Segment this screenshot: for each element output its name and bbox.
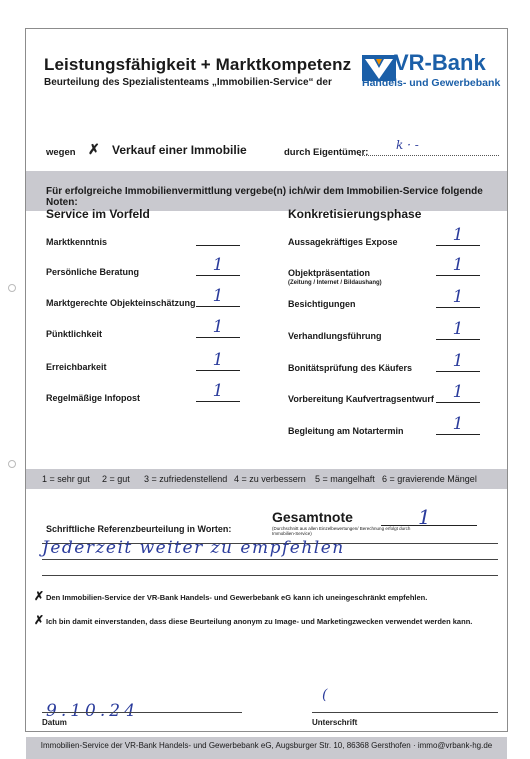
- date-value[interactable]: 9.10.24: [46, 701, 139, 721]
- criterion-label: Begleitung am Notartermin: [288, 426, 404, 436]
- overall-grade-note: (Durchschnitt aus allen Einzelbewertungen/ Berechnung erfolgt durch Immobilien-Service): [272, 526, 411, 536]
- signature-label: Unterschrift: [312, 718, 358, 727]
- grade-line: [196, 275, 240, 276]
- section-title-konkretisierung: Konkretisierungsphase: [288, 207, 422, 221]
- grade-value[interactable]: 1: [212, 255, 224, 275]
- logo-name: VR-Bank: [394, 50, 486, 75]
- grade-line: [196, 370, 240, 371]
- overall-grade-label: Gesamtnote: [272, 509, 353, 525]
- grade-value[interactable]: 1: [452, 319, 464, 339]
- grade-line: [436, 434, 480, 435]
- legend-item: 3 = zufriedenstellend: [144, 474, 228, 484]
- criterion-label: Pünktlichkeit: [46, 329, 103, 339]
- punch-hole: [8, 460, 16, 468]
- criterion-label: Objektpräsentation: [288, 268, 371, 278]
- rating-form: [25, 28, 508, 750]
- criterion-sublabel: (Zeitung / Internet / Bildaushang): [288, 280, 382, 286]
- grade-value[interactable]: 1: [212, 317, 224, 337]
- writing-line: [42, 559, 498, 560]
- grade-value[interactable]: 1: [452, 414, 464, 434]
- reference-text[interactable]: Jederzeit weiter zu empfehlen: [42, 538, 345, 558]
- grade-line: [436, 245, 480, 246]
- criterion-label: Bonitätsprüfung des Käufers: [288, 363, 413, 373]
- writing-line: [42, 575, 498, 576]
- statement-text: Den Immobilien-Service der VR-Bank Handels- und Gewerbebank eG kann ich uneingeschränkt empfehlen.: [46, 593, 428, 602]
- legend-item: 6 = gravierende Mängel: [382, 474, 477, 484]
- grade-line: [436, 275, 480, 276]
- date-line: [42, 712, 242, 713]
- criterion-label: Verhandlungsführung: [288, 331, 382, 341]
- section-title-vorfeld: Service im Vorfeld: [46, 207, 150, 221]
- wegen-label: wegen: [46, 147, 76, 158]
- legend-item: 2 = gut: [102, 474, 130, 484]
- criterion-label: Persönliche Beratung: [46, 267, 140, 277]
- criterion-label: Marktkenntnis: [46, 237, 108, 247]
- logo-subtitle: Handels- und Gewerbebank: [362, 77, 501, 89]
- signature-value[interactable]: (: [322, 687, 328, 703]
- grade-value[interactable]: 1: [452, 382, 464, 402]
- form-subtitle: Beurteilung des Spezialistenteams „Immobilien-Service“ der: [44, 77, 332, 88]
- grade-line: [436, 402, 480, 403]
- grade-line: [436, 339, 480, 340]
- verkauf-label: Verkauf einer Immobilie: [112, 143, 247, 157]
- statement-checkbox[interactable]: ✗: [34, 613, 45, 627]
- statement-text: Ich bin damit einverstanden, dass diese Beurteilung anonym zu Image- und Marketingzwecken verwendet werden kann.: [46, 617, 473, 626]
- form-title: Leistungsfähigkeit + Marktkompetenz: [44, 55, 352, 74]
- criterion-label: Regelmäßige Infopost: [46, 393, 141, 403]
- legend-item: 1 = sehr gut: [42, 474, 90, 484]
- grade-line: [196, 306, 240, 307]
- criterion-label: Erreichbarkeit: [46, 362, 107, 372]
- statement-checkbox[interactable]: ✗: [34, 589, 45, 603]
- grade-line: [436, 307, 480, 308]
- grade-line: [196, 245, 240, 246]
- grade-value[interactable]: 1: [212, 350, 224, 370]
- criterion-label: Vorbereitung Kaufvertragsentwurf: [288, 394, 434, 404]
- eigentuemer-label: durch Eigentümer:: [284, 147, 369, 158]
- overall-grade-value[interactable]: 1: [418, 505, 431, 529]
- grade-line: [196, 337, 240, 338]
- eigentuemer-line: [359, 155, 499, 156]
- grade-line: [436, 371, 480, 372]
- instruction-text: Für erfolgreiche Immobilienvermittlung vergebe(n) ich/wir dem Immobilien-Service folgende Noten:: [46, 186, 483, 208]
- signature-line: [312, 712, 498, 713]
- verkauf-checkbox[interactable]: ✗: [88, 141, 100, 157]
- eigentuemer-value: k · -: [396, 138, 419, 152]
- legend-item: 4 = zu verbessern: [234, 474, 306, 484]
- date-label: Datum: [42, 718, 67, 727]
- grade-value[interactable]: 1: [212, 286, 224, 306]
- footer-text: Immobilien-Service der VR-Bank Handels- und Gewerbebank eG, Augsburger Str. 10, 86368 Gersthofen · immo@vrbank-hg.de: [40, 741, 493, 750]
- grade-value[interactable]: 1: [212, 381, 224, 401]
- grade-value[interactable]: 1: [452, 351, 464, 371]
- criterion-label: Besichtigungen: [288, 299, 356, 309]
- reference-label: Schriftliche Referenzbeurteilung in Worten:: [46, 524, 232, 534]
- grade-value[interactable]: 1: [452, 287, 464, 307]
- criterion-label: Marktgerechte Objekteinschätzung: [46, 298, 196, 308]
- punch-hole: [8, 284, 16, 292]
- grade-line: [196, 401, 240, 402]
- grade-value[interactable]: 1: [452, 255, 464, 275]
- grade-value[interactable]: 1: [452, 225, 464, 245]
- criterion-label: Aussagekräftiges Expose: [288, 237, 398, 247]
- legend-item: 5 = mangelhaft: [315, 474, 375, 484]
